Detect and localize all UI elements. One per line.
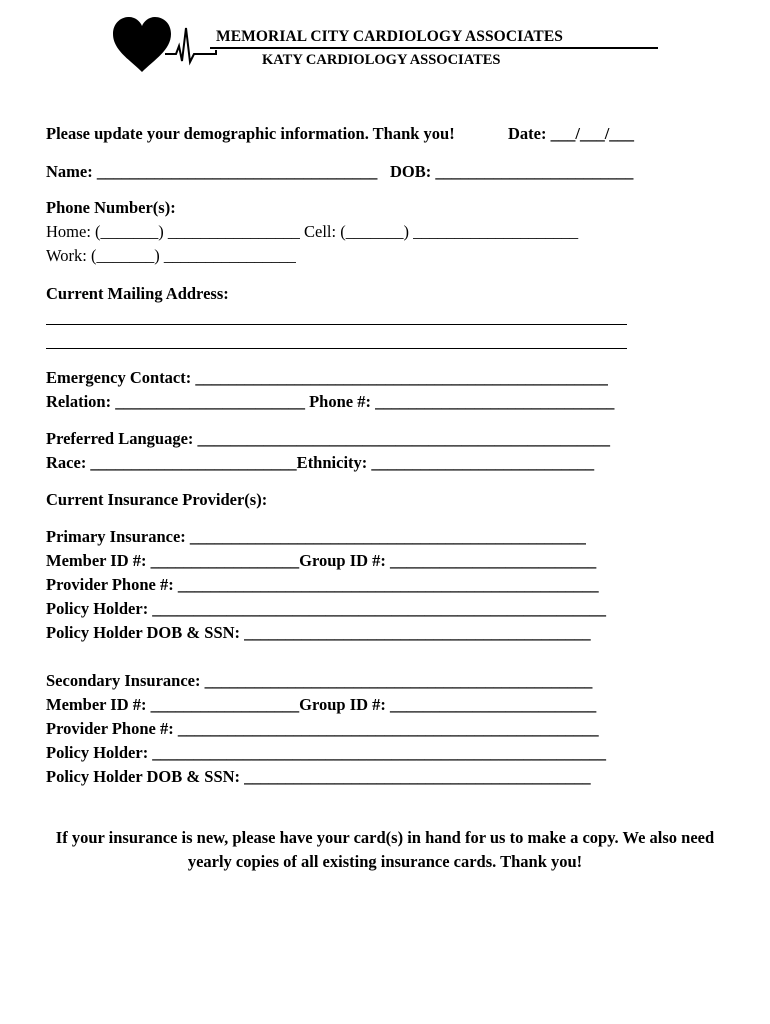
insurance-heading: Current Insurance Provider(s):: [46, 490, 268, 509]
emergency-contact-field[interactable]: Emergency Contact: __________________________________________________: [46, 368, 608, 387]
org-name-secondary: KATY CARDIOLOGY ASSOCIATES: [262, 52, 501, 68]
closing-note: If your insurance is new, please have your card(s) in hand for us to make a copy. We also need yearly copies of all existing insurance cards. Thank you!: [55, 828, 715, 871]
work-phone-field[interactable]: Work: (_______) ________________: [46, 246, 296, 265]
address-line-2[interactable]: [46, 348, 627, 349]
preferred-language-field[interactable]: Preferred Language: __________________________________________________: [46, 429, 611, 448]
relation-phone-field[interactable]: Relation: _______________________ Phone #: _____________________________: [46, 392, 615, 411]
race-ethnicity-field[interactable]: Race: _________________________Ethnicity: ___________________________: [46, 453, 595, 472]
secondary-policy-holder-dob-ssn-field[interactable]: Policy Holder DOB & SSN: __________________________________________: [46, 767, 591, 786]
secondary-member-group-field[interactable]: Member ID #: __________________Group ID #: _________________________: [46, 695, 597, 714]
name-field[interactable]: Name: __________________________________: [46, 162, 378, 181]
primary-policy-holder-dob-ssn-field[interactable]: Policy Holder DOB & SSN: __________________________________________: [46, 623, 591, 642]
home-cell-phone-field[interactable]: Home: (_______) ________________ Cell: (_______) ____________________: [46, 222, 579, 241]
secondary-provider-phone-field[interactable]: Provider Phone #: ___________________________________________________: [46, 719, 599, 738]
primary-provider-phone-field[interactable]: Provider Phone #: ___________________________________________________: [46, 575, 599, 594]
secondary-policy-holder-field[interactable]: Policy Holder: _______________________________________________________: [46, 743, 607, 762]
dob-field[interactable]: DOB: ________________________: [390, 162, 634, 181]
address-line-1[interactable]: [46, 324, 627, 325]
secondary-insurance-field[interactable]: Secondary Insurance: _______________________________________________: [46, 671, 593, 690]
address-heading: Current Mailing Address:: [46, 284, 229, 303]
org-name-primary: MEMORIAL CITY CARDIOLOGY ASSOCIATES: [216, 28, 563, 45]
primary-member-group-field[interactable]: Member ID #: __________________Group ID #: _________________________: [46, 551, 597, 570]
primary-policy-holder-field[interactable]: Policy Holder: _______________________________________________________: [46, 599, 607, 618]
date-field[interactable]: Date: ___/___/___: [508, 124, 635, 143]
primary-insurance-field[interactable]: Primary Insurance: ________________________________________________: [46, 527, 586, 546]
intro-text: Please update your demographic information. Thank you!: [46, 124, 455, 143]
phone-heading: Phone Number(s):: [46, 198, 176, 217]
